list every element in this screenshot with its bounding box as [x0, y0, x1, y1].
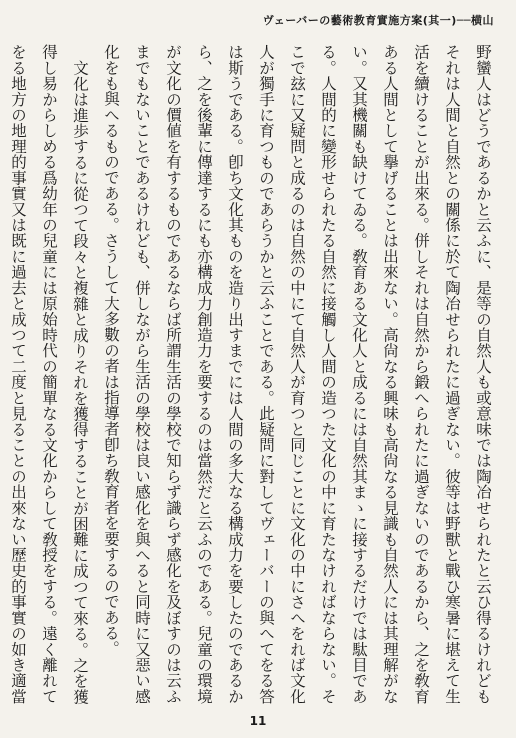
body-text [9, 44, 498, 704]
running-header: ヴェーバーの藝術教育實施方案(其一)──横山 [262, 14, 494, 27]
page-number: 11 [249, 714, 267, 728]
paragraph: 野蠻人はどうであるかと云ふに、是等の自然人も或意味では陶冶せられたと云ひ得るけれどもそれは人間と自然との關係に於て陶冶せられたに過ぎない。彼等は野獸と戰ひ寒暑に堪えて生活を續けることが出來る。併しそれは自然から鍛へられたに過ぎないのであるから、之を敎育ある人間として擧げることは出來ない。高尙なる興味も高尙なる見識も自然人には其理解がない。又其機關も缺けてゐる。敎育ある文化人と成るには自然其まゝに接するだけでは駄目である。人間的に變形せられたる自然に接觸し人間の造つた文化の中に育たなければならない。そこで玆に又疑問と成るのは自然の中にて自然人が育つと同じことに文化の中にさへをれば文化人が獨手に育つものであらうかと云ふことである。此疑問に對してヴェーバーの與へてをる答は斯うである。卽ち文化其ものを造り出すまでには人間の多大なる構成力を要したのであるから、之を後輩に傳達するにも亦構成力創造力を要するのは當然だと云ふのである。兒童の環境が文化の價値を有するものであるならば所謂生活の學校で知らず識らず感化を及ぼすのは云ふまでもないことであるけれども、併しながら生活の學校は良い感化を與へると同時に又惡い感化をも與へるものである。さうして大多數の者は指導者卽ち敎育者を要するのである。 [102, 44, 492, 704]
paragraph: 文化は進歩するに從つて段々と複雜と成りそれを獲得することが困難に成つて來る。之を獲得し易からしめる爲幼年の兒童には原始時代の簡單なる文化からして敎授をする。遠く離れてをる地方の地理的事實又は既に過去と成つて二度と見ることの出來ない歷史的事實の如き適當 [9, 44, 89, 704]
